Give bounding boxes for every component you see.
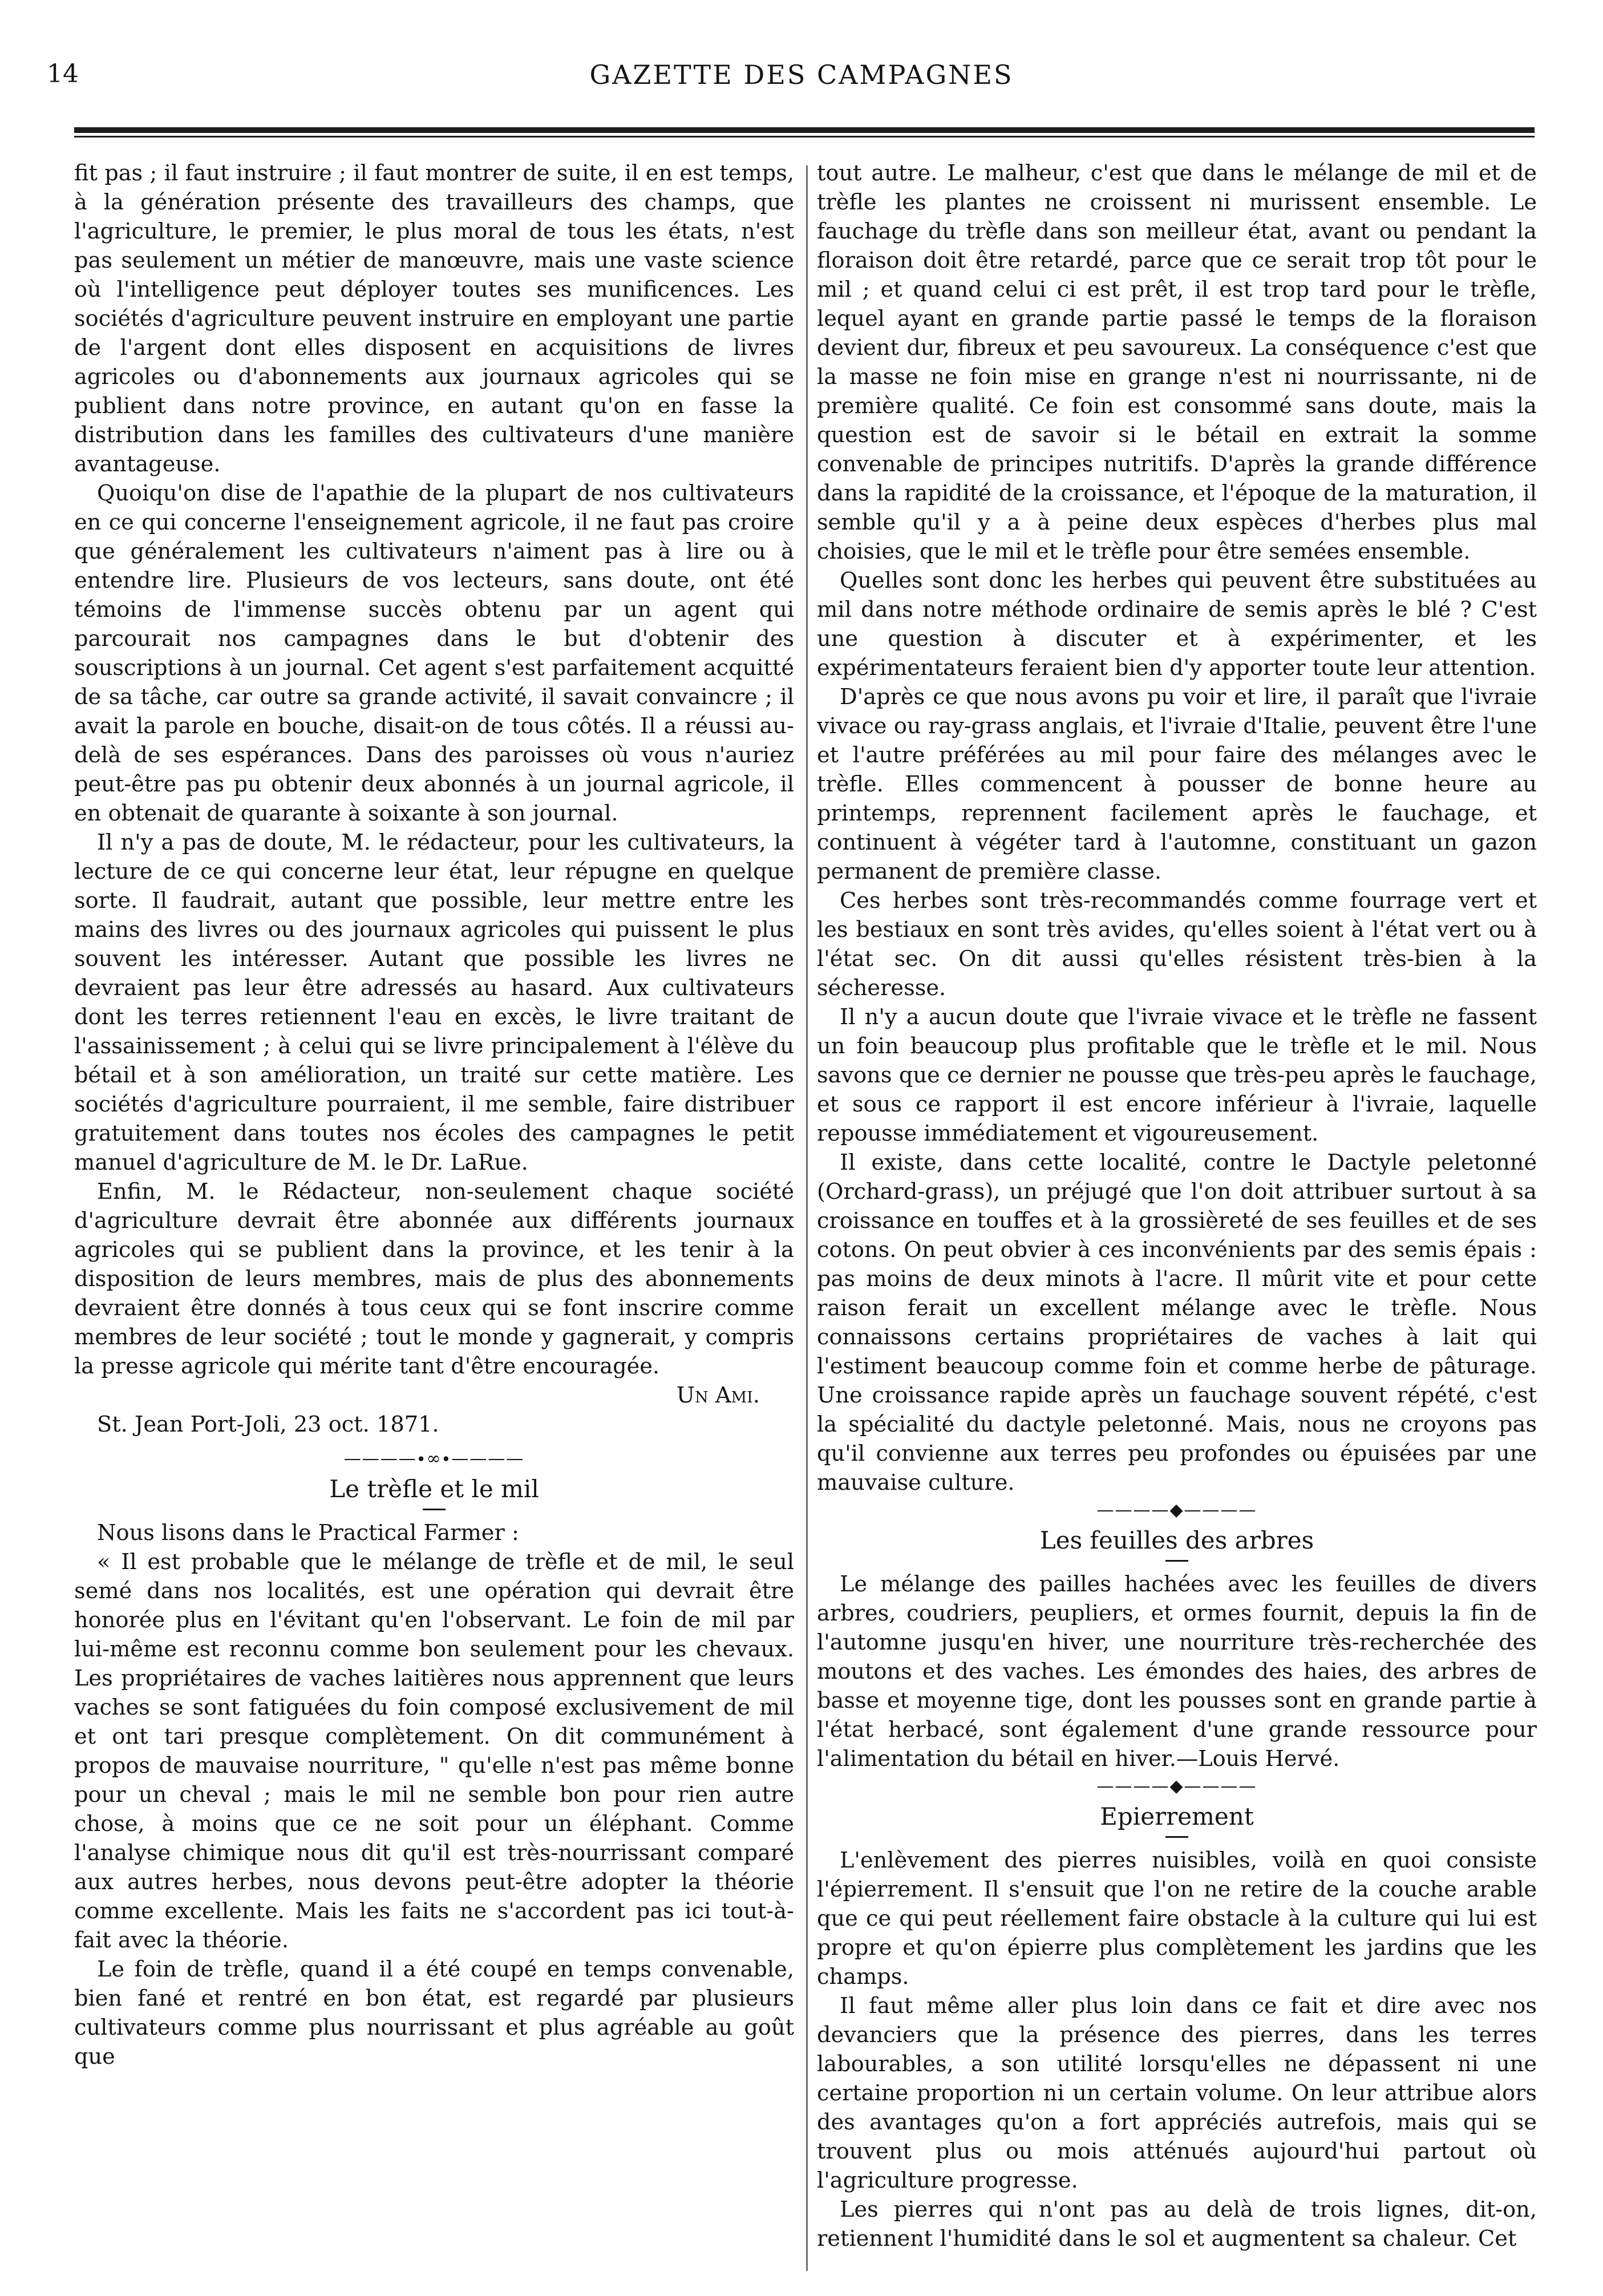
right-column (817, 159, 1537, 2270)
ornament: ————◆———— (1096, 1776, 1257, 1796)
ornament: ————◆———— (1096, 1500, 1257, 1520)
paragraph: L'enlèvement des pierres nuisibles, voilà en quoi consiste l'épierrement. Il s'ensuit que l'on ne retire de la couche arable que ce qui peut réellement faire obstacle à la culture qui lui est propre et qu'on épierre plus complètement les jardins que les champs. (817, 1848, 1537, 1990)
paragraph: fit pas ; il faut instruire ; il faut montrer de suite, il en est temps, à la génération présente des travailleurs des champs, que l'agriculture, le premier, le plus moral de tous les états, n'est pas seulement un métier de manœuvre, mais une vaste science où l'intelligence peut déployer toutes ses munificences. Les sociétés d'agriculture peuvent instruire en employant une partie de l'argent dont elles disposent en acquisitions de livres agricoles ou d'abonnements aux journaux agricoles qui se publient dans notre province, en autant qu'on en fasse la distribution dans les familles des cultivateurs d'une manière avantageuse. (74, 160, 794, 477)
paragraph: Il faut même aller plus loin dans ce fait et dire avec nos devanciers que la présence des pierres, dans les terres labourables, a son utilité lorsqu'elles ne dépassent ni une certaine proportion ni un certain volume. On leur attribue alors des avantages qu'on a fort appréciés autrefois, mais qui se trouvent plus ou mois atténués aujourd'hui partout où l'agriculture progresse. (817, 1993, 1537, 2193)
signature: Un Ami. (676, 1383, 760, 1408)
paragraph: Il n'y a aucun doute que l'ivraie vivace et le trèfle ne fassent un foin beaucoup plus profitable que le trèfle et le mil. Nous savons que ce dernier ne pousse que très-peu après le fauchage, et sous ce rapport il est encore inférieur à l'ivraie, laquelle repousse immédiatement et vigoureusement. (817, 1004, 1537, 1146)
running-title: GAZETTE DES CAMPAGNES (589, 59, 1014, 90)
intro-line: Nous lisons dans le Practical Farmer : (97, 1520, 519, 1546)
header-rule-thin (74, 136, 1535, 138)
page-number: 14 (47, 59, 79, 88)
section-title: Epierrement (1100, 1802, 1254, 1830)
paragraph: Quoiqu'on dise de l'apathie de la plupart de nos cultivateurs en ce qui concerne l'enseignement agricole, il ne faut pas croire que généralement les cultivateurs n'aiment pas à lire ou à entendre lire. Plusieurs de vos lecteurs, sans doute, ont été témoins de l'immense succès obtenu par un agent qui parcourait nos campagnes dans le but d'obtenir des souscriptions à un journal. Cet agent s'est parfaitement acquitté de sa tâche, car outre sa grande activité, il savait convaincre ; il avait la parole en bouche, disait-on de tous côtés. Il a réussi au-delà de ses espérances. Dans des paroisses où vous n'auriez peut-être pas pu obtenir deux abonnés à un journal agricole, il en obtenait de quarante à soixante à son journal. (74, 480, 794, 826)
paragraph: Il n'y a pas de doute, M. le rédacteur, pour les cultivateurs, la lecture de ce qui concerne leur état, leur répugne en quelque sorte. Il faudrait, autant que possible, leur mettre entre les mains des livres ou des journaux agricoles qui puissent le plus souvent les intéresser. Autant que possible les livres ne devraient pas leur être adressés au hasard. Aux cultivateurs dont les terres retiennent l'eau en excès, le livre traitant de l'assainissement ; à celui qui se livre principalement à l'élève du bétail et à son amélioration, un traité sur cette matière. Les sociétés d'agriculture pourraient, il me semble, faire distribuer gratuitement dans toutes nos écoles des campagnes le petit manuel d'agriculture de M. le Dr. LaRue. (74, 830, 794, 1175)
paragraph: Enfin, M. le Rédacteur, non-seulement chaque société d'agriculture devrait être abonnée aux différents journaux agricoles qui se publient dans la province, et les tenir à la disposition de leurs membres, mais de plus des abonnements devraient être donnés à tous ceux qui se font inscrire comme membres de leur société ; tout le monde y gagnerait, y compris la presse agricole qui mérite tant d'être encouragée. (74, 1179, 794, 1379)
column-divider (806, 165, 808, 2271)
paragraph: Ces herbes sont très-recommandés comme fourrage vert et les bestiaux en sont très avides, qu'elles soient à l'état vert ou à l'état sec. On dit aussi qu'elles résistent très-bien à la sécheresse. (817, 888, 1537, 1001)
left-column (74, 159, 794, 2270)
paragraph: Le foin de trèfle, quand il a été coupé en temps convenable, bien fané et rentré en bon état, est regardé par plusieurs cultivateurs comme plus nourrissant et plus agréable au goût que (74, 1957, 794, 2069)
title-rule (1165, 1560, 1188, 1562)
paragraph: D'après ce que nous avons pu voir et lire, il paraît que l'ivraie vivace ou ray-grass anglais, et l'ivraie d'Italie, peuvent être l'une et l'autre préférées au mil pour faire des mélanges avec le trèfle. Elles commencent à pousser de bonne heure au printemps, reprennent facilement après le fauchage, et continuent à végéter tard à l'automne, constituant un gazon permanent de première classe. (817, 684, 1537, 884)
section-title: Le trèfle et le mil (329, 1475, 539, 1503)
paragraph: Il existe, dans cette localité, contre le Dactyle peletonné (Orchard-grass), un préjugé que l'on doit attribuer surtout à sa croissance en touffes et à la grossièreté de ses feuilles et de ses cotons. On peut obvier à ces inconvénients par des semis épais : pas moins de deux minots à l'acre. Il mûrit vite et pour cette raison ferait un excellent mélange avec le trèfle. Nous connaissons certains propriétaires de vaches à lait qui l'estiment beaucoup comme foin et comme herbe de pâturage. Une croissance rapide après un fauchage souvent répété, c'est la spécialité du dactyle peletonné. Mais, nous ne croyons pas qu'il convienne aux terres peu profondes ou épuisées par une mauvaise culture. (817, 1150, 1537, 1495)
paragraph: tout autre. Le malheur, c'est que dans le mélange de mil et de trèfle les plantes ne croissent ni murissent ensemble. Le fauchage du trèfle dans son meilleur état, avant ou pendant la floraison doit être retardé, parce que ce serait trop tôt pour le mil ; et quand celui ci est prêt, il est trop tard pour le trèfle, lequel ayant en grande partie passé le temps de la floraison devient dur, fibreux et peu savoureux. La conséquence c'est que la masse ne foin mise en grange n'est ni nourrissante, ni de première qualité. Ce foin est consommé sans doute, mais la question est de savoir si le bétail en extrait la somme convenable de principes nutritifs. D'après la grande différence dans la rapidité de la croissance, et l'époque de la maturation, il semble qu'il y a à peine deux espèces d'herbes plus mal choisies, que le mil et le trèfle pour être semées ensemble. (817, 160, 1537, 564)
title-rule (1165, 1836, 1188, 1838)
title-rule (423, 1509, 446, 1510)
paragraph: Les pierres qui n'ont pas au delà de trois lignes, dit-on, retiennent l'humidité dans le sol et augmentent sa chaleur. Cet (817, 2197, 1537, 2251)
paragraph: « Il est probable que le mélange de trèfle et de mil, le seul semé dans nos localités, est une opération qui devrait être honorée plus en l'évitant qu'en l'observant. Le foin de mil par lui-même est reconnu comme bon seulement pour les chevaux. Les propriétaires de vaches laitières nous apprennent que leurs vaches se sont fatiguées du foin composé exclusivement de mil et ont tari presque complètement. On dit communément à propos de mauvaise nourriture, " qu'elle n'est pas même bonne pour un cheval ; mais le mil ne semble bon pour rien autre chose, à moins que ce ne soit pour un éléphant. Comme l'analyse chimique nous dit qu'il est très-nourrissant comparé aux autres herbes, nous devons peut-être adopter la théorie comme excellente. Mais les faits ne s'accordent pas ici tout-à-fait avec la théorie. (74, 1549, 794, 1953)
header-rule-thick (74, 127, 1535, 133)
ornament: ————∙∞∙———— (343, 1449, 525, 1469)
paragraph: Quelles sont donc les herbes qui peuvent être substituées au mil dans notre méthode ordinaire de semis après le blé ? C'est une question à discuter et à expérimenter, et les expérimentateurs feraient bien d'y apporter toute leur attention. (817, 568, 1537, 681)
section-title: Les feuilles des arbres (1039, 1526, 1314, 1554)
dateline: St. Jean Port-Joli, 23 oct. 1871. (97, 1412, 439, 1437)
paragraph: Le mélange des pailles hachées avec les feuilles de divers arbres, coudriers, peupliers, et ormes fournit, depuis la fin de l'automne jusqu'en hiver, une nourriture très-recherchée des moutons et des vaches. Les émondes des haies, des arbres de basse et moyenne tige, dont les pousses sont en grande partie à l'état herbacé, sont également d'une grande ressource pour l'alimentation du bétail en hiver.—Louis Hervé. (817, 1571, 1537, 1772)
